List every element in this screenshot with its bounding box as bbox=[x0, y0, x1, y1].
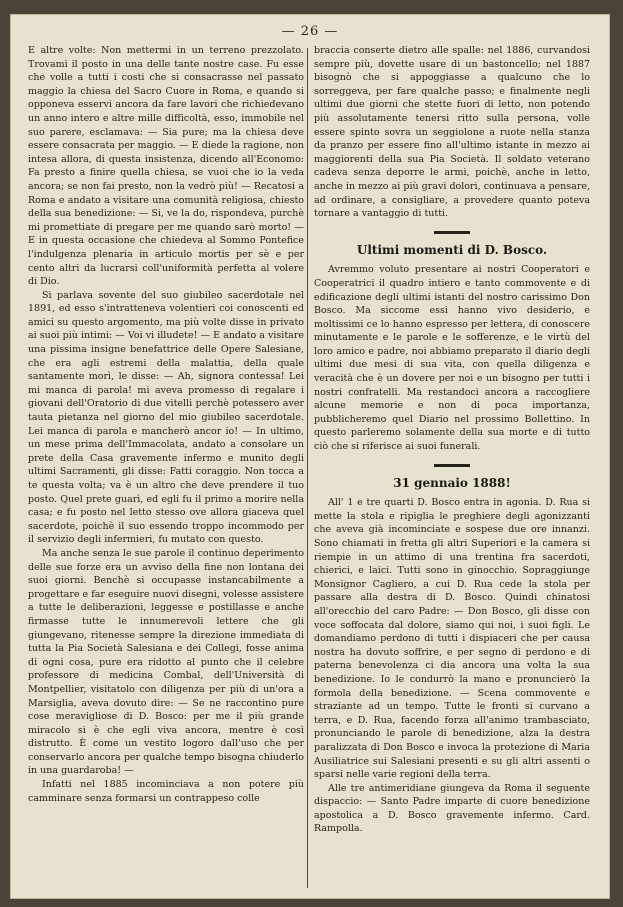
page-sheet bbox=[10, 14, 610, 899]
paragraph: All' 1 e tre quarti D. Bosco entra in agonia. D. Rua si mette la stola e ripiglia le preghiere degli agonizzanti che aveva già incominciate e sospese due ore innanzi. Sono chiamati in fretta gli altri Superiori e la camera si riempie in un attimo di una trentina fra sacerdoti, chierici, e laici. Tutti sono in ginocchio. Sopraggiunge Monsignor Cagliero, a cui D. Rua cede la stola per passare alla destra di D. Bosco. Quindi chinatosi all'orecchio del caro Padre: — Don Bosco, gli disse con voce soffocata dal dolore, siamo qui noi, i suoi figli. Le domandiamo perdono di tutti i dispiaceri che per causa nostra ha dovuto soffrire, e per segno di perdono e di paterna benevolenza ci dia ancora una volta la sua benedizione. Io le condurrò la mano e pronuncierò la formola della benedizione. — Scena commovente e straziante ad un tempo. Tutte le fronti si curvano a terra, e D. Rua, facendo forza all'animo trambasciato, pronunciando le parole di benedizione, alza la destra paralizzata di Don Bosco e invoca la protezione di Maria Ausiliatrice sui Salesiani presenti e su gli altri assenti o sparsi nelle varie regioni della terra. bbox=[314, 497, 590, 781]
paragraph: Si parlava sovente del suo giubileo sacerdotale nel 1891, ed esso s'intratteneva volentieri coi conoscenti ed amici su questo argomento, ma più volte disse in privato ai suoi più intimi: — Voi vi illudete! — E andato a visitare una pissima insigne benefattrice delle Opere Salesiane, che era agli estremi della malattia, della quale santamente morì, le disse: — Ah, signora contessa! Lei mi manca di parola! mi aveva promesso di regalare i giovani dell'Oratorio di due vitelli perchè potessero aver tauta pietanza nel giorno del mio giubileo sacerdotale. Lei manca di parola e mancherò ancor io! — In ultimo, un mese prima dell'Immacolata, andato a consolare un prete della Casa gravemente infermo e munito degli ultimi Sacramenti, gli disse: Fatti coraggio. Non tocca a te questa volta; va è un altro che deve prendere il tuo posto. Quel prete guarì, ed egli fu il primo a morire nella casa; e fu posto nel letto stesso ove allora giaceva quel sacerdote, poichè il suo essendo troppo incommodo per il servizio degli infermieri, fu mutato con questo. bbox=[28, 289, 304, 546]
paragraph: Avremmo voluto presentare ai nostri Cooperatori e Cooperatrici il quadro intiero e tanto commovente e di edificazione degli ultimi istanti del nostro carissimo Don Bosco. Ma siccome essi hanno vivo desiderio, e moltissimi ce lo hanno espresso per lettera, di conoscere minutamente e le parole e le sofferenze, e le virtù del loro amico e padre, noi abbiamo preparato il diario degli ultimi due mesi di sua vita, con quella diligenza e veracità che è un dovere per noi e un bisogno per tutti i nostri confratelli. Ma restandoci ancora a raccogliere alcune memorie e non di poca importanza, pubblicheremo quel Diario nel prossimo Bollettino. In questo parleremo solamente della sua morte e di tutto ciò che si riferisce ai suoi funerali. bbox=[314, 264, 590, 453]
paragraph: Infatti nel 1885 incominciava a non potere più camminare senza formarsi un contrappeso colle bbox=[28, 779, 304, 804]
column-divider bbox=[307, 48, 308, 888]
section-rule bbox=[434, 231, 470, 234]
left-column bbox=[28, 44, 304, 805]
section-title: Ultimi momenti di D. Bosco. bbox=[356, 242, 548, 257]
paragraph: E altre volte: Non mettermi in un terreno prezzolato. Trovami il posto in una delle tante nostre case. Fu esse che volle a tutti i costi che si consacrasse nel passato maggio la chiesa del Sacro Cuore in Roma, e quando si opponeva esservi ancora da fare lavori che richiedevano un anno intero e altre mille difficoltà, esso, immobile nel suo parere, esclamava: — Sia pure; ma la chiesa deve essere consacrata per maggio. — E diede la ragione, non intesa allora, di questa insistenza, dicendo all'Economo: Fa presto a finire quella chiesa, se vuoi che io la veda ancora; se non fai presto, non la vedrò più! — Recatosi a Roma e andato a visitare una comunità religiosa, chiesto della sua benedizione: — Si, ve la do, rispondeva, purchè mi promettiate di pregare per me quando sarò morto! — E in questa occasione che chiedeva al Sommo Pontefice l'indulgenza plenaria in articulo mortis per sè e per cento altri da lucrarsi coll'uniformità perfetta al volere di Dio. bbox=[28, 45, 304, 288]
section-title: 31 gennaio 1888! bbox=[393, 475, 511, 490]
paragraph: Ma anche senza le sue parole il continuo deperimento delle sue forze era un avviso della fine non lontana dei suoi giorni. Benchè si occupasse instancabilmente a progettare e far eseguire nuovi disegni, volesse assistere a tutte le deliberazioni, leggesse e postillasse e anche firmasse tutte le innumerevoli lettere che gli giungevano, ritenesse sempre la direzione immediata di tutta la Pia Società Salesiana e dei Collegi, fosse anima di ogni cosa, pure era ridotto al punto che il celebre professore di medicina Combal, dell'Università di Montpellier, visitatolo con diligenza per più di un'ora a Marsiglia, aveva dovuto dire: — Se ne raccontino pure cose meravigliose di D. Bosco: per me il più grande miracolo si è che egli viva ancora, mentre è così distrutto. È come un vestito logoro dall'uso che per conservarlo ancora per qualche tempo bisogna chiuderlo in una guardaroba! — bbox=[28, 547, 304, 777]
paragraph: Alle tre antimeridiane giungeva da Roma il seguente dispaccio: — Santo Padre imparte di cuore benedizione apostolica a D. Bosco gravemente infermo. Card. Rampolla. bbox=[314, 782, 590, 835]
paragraph: braccia conserte dietro alle spalle: nel 1886, curvandosi sempre più, dovette usare di un bastoncello; nel 1887 bisognò che si appoggiasse a qualcuno che lo sorreggeva, per fare qualche passo; e finalmente negli ultimi due giorni che stette fuori di letto, non potendo più assolutamente tenersi ritto sulla persona, volle essere spinto sovra un seggiolone a ruote nella stanza da pranzo per essere fino all'ultimo istante in mezzo ai maggiorenti della sua Pia Società. Il soldato veterano cadeva senza deporre le armi, poichè, anche in letto, anche in mezzo ai più gravi dolori, continuava a pensare, ad ordinare, a consigliare, a provedere quanto poteva tornare a vantaggio di tutti. bbox=[314, 45, 590, 220]
section-rule bbox=[434, 464, 470, 467]
right-column bbox=[314, 44, 590, 836]
page-number: — 26 — bbox=[281, 24, 339, 39]
